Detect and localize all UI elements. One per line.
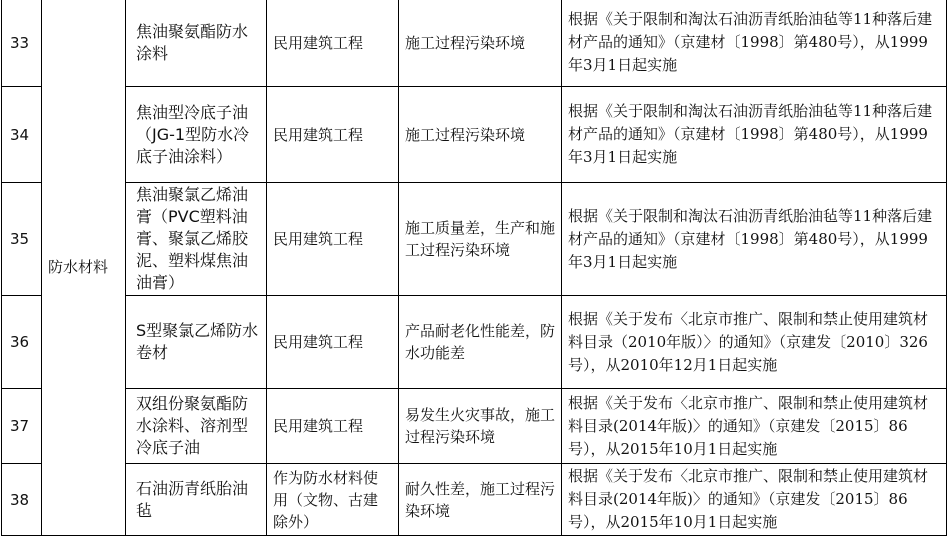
material-name: 双组份聚氨酯防水涂料、溶剂型冷底子油	[126, 389, 267, 464]
restriction-reason: 施工过程污染环境	[399, 0, 562, 87]
regulation-basis: 根据《关于发布〈北京市推广、限制和禁止使用建筑材料目录（2010年版）〉的通知》（京建发〔2010〕326号），从2010年12月1日起实施	[562, 296, 947, 389]
row-number: 34	[2, 87, 42, 183]
regulation-basis: 根据《关于发布〈北京市推广、限制和禁止使用建筑材料目录(2014年版)〉的通知》（京建发〔2015〕86号），从2015年10月1日起实施	[562, 389, 947, 464]
row-number: 33	[2, 0, 42, 87]
restriction-reason: 施工过程污染环境	[399, 87, 562, 183]
category-cell: 防水材料	[42, 0, 126, 536]
table-row	[2, 183, 947, 296]
restriction-reason: 产品耐老化性能差，防水功能差	[399, 296, 562, 389]
regulation-basis: 根据《关于限制和淘汰石油沥青纸胎油毡等11种落后建材产品的通知》（京建材〔1998〕第480号），从1999年3月1日起实施	[562, 87, 947, 183]
material-name: 焦油聚氨酯防水涂料	[126, 0, 267, 87]
row-number: 38	[2, 464, 42, 536]
regulation-basis: 根据《关于发布〈北京市推广、限制和禁止使用建筑材料目录(2014年版)〉的通知》（京建发〔2015〕86号），从2015年10月1日起实施	[562, 464, 947, 536]
table-row	[2, 296, 947, 389]
regulation-basis: 根据《关于限制和淘汰石油沥青纸胎油毡等11种落后建材产品的通知》（京建材〔1998〕第480号），从1999年3月1日起实施	[562, 0, 947, 87]
material-name: S型聚氯乙烯防水卷材	[126, 296, 267, 389]
usage-scope: 作为防水材料使用（文物、古建除外）	[267, 464, 399, 536]
table-row	[2, 0, 947, 87]
usage-scope: 民用建筑工程	[267, 87, 399, 183]
restriction-reason: 施工质量差，生产和施工过程污染环境	[399, 183, 562, 296]
material-name: 焦油聚氯乙烯油膏（PVC塑料油膏、聚氯乙烯胶泥、塑料煤焦油油膏）	[126, 183, 267, 296]
material-name: 焦油型冷底子油（JG-1型防水冷底子油涂料）	[126, 87, 267, 183]
row-number: 37	[2, 389, 42, 464]
table-row	[2, 464, 947, 536]
table-row	[2, 389, 947, 464]
row-number: 35	[2, 183, 42, 296]
usage-scope: 民用建筑工程	[267, 0, 399, 87]
restriction-reason: 易发生火灾事故，施工过程污染环境	[399, 389, 562, 464]
restricted-materials-table	[1, 0, 947, 536]
material-name: 石油沥青纸胎油毡	[126, 464, 267, 536]
row-number: 36	[2, 296, 42, 389]
usage-scope: 民用建筑工程	[267, 389, 399, 464]
usage-scope: 民用建筑工程	[267, 296, 399, 389]
table-row	[2, 87, 947, 183]
usage-scope: 民用建筑工程	[267, 183, 399, 296]
restriction-reason: 耐久性差，施工过程污染环境	[399, 464, 562, 536]
regulation-basis: 根据《关于限制和淘汰石油沥青纸胎油毡等11种落后建材产品的通知》（京建材〔1998〕第480号），从1999年3月1日起实施	[562, 183, 947, 296]
